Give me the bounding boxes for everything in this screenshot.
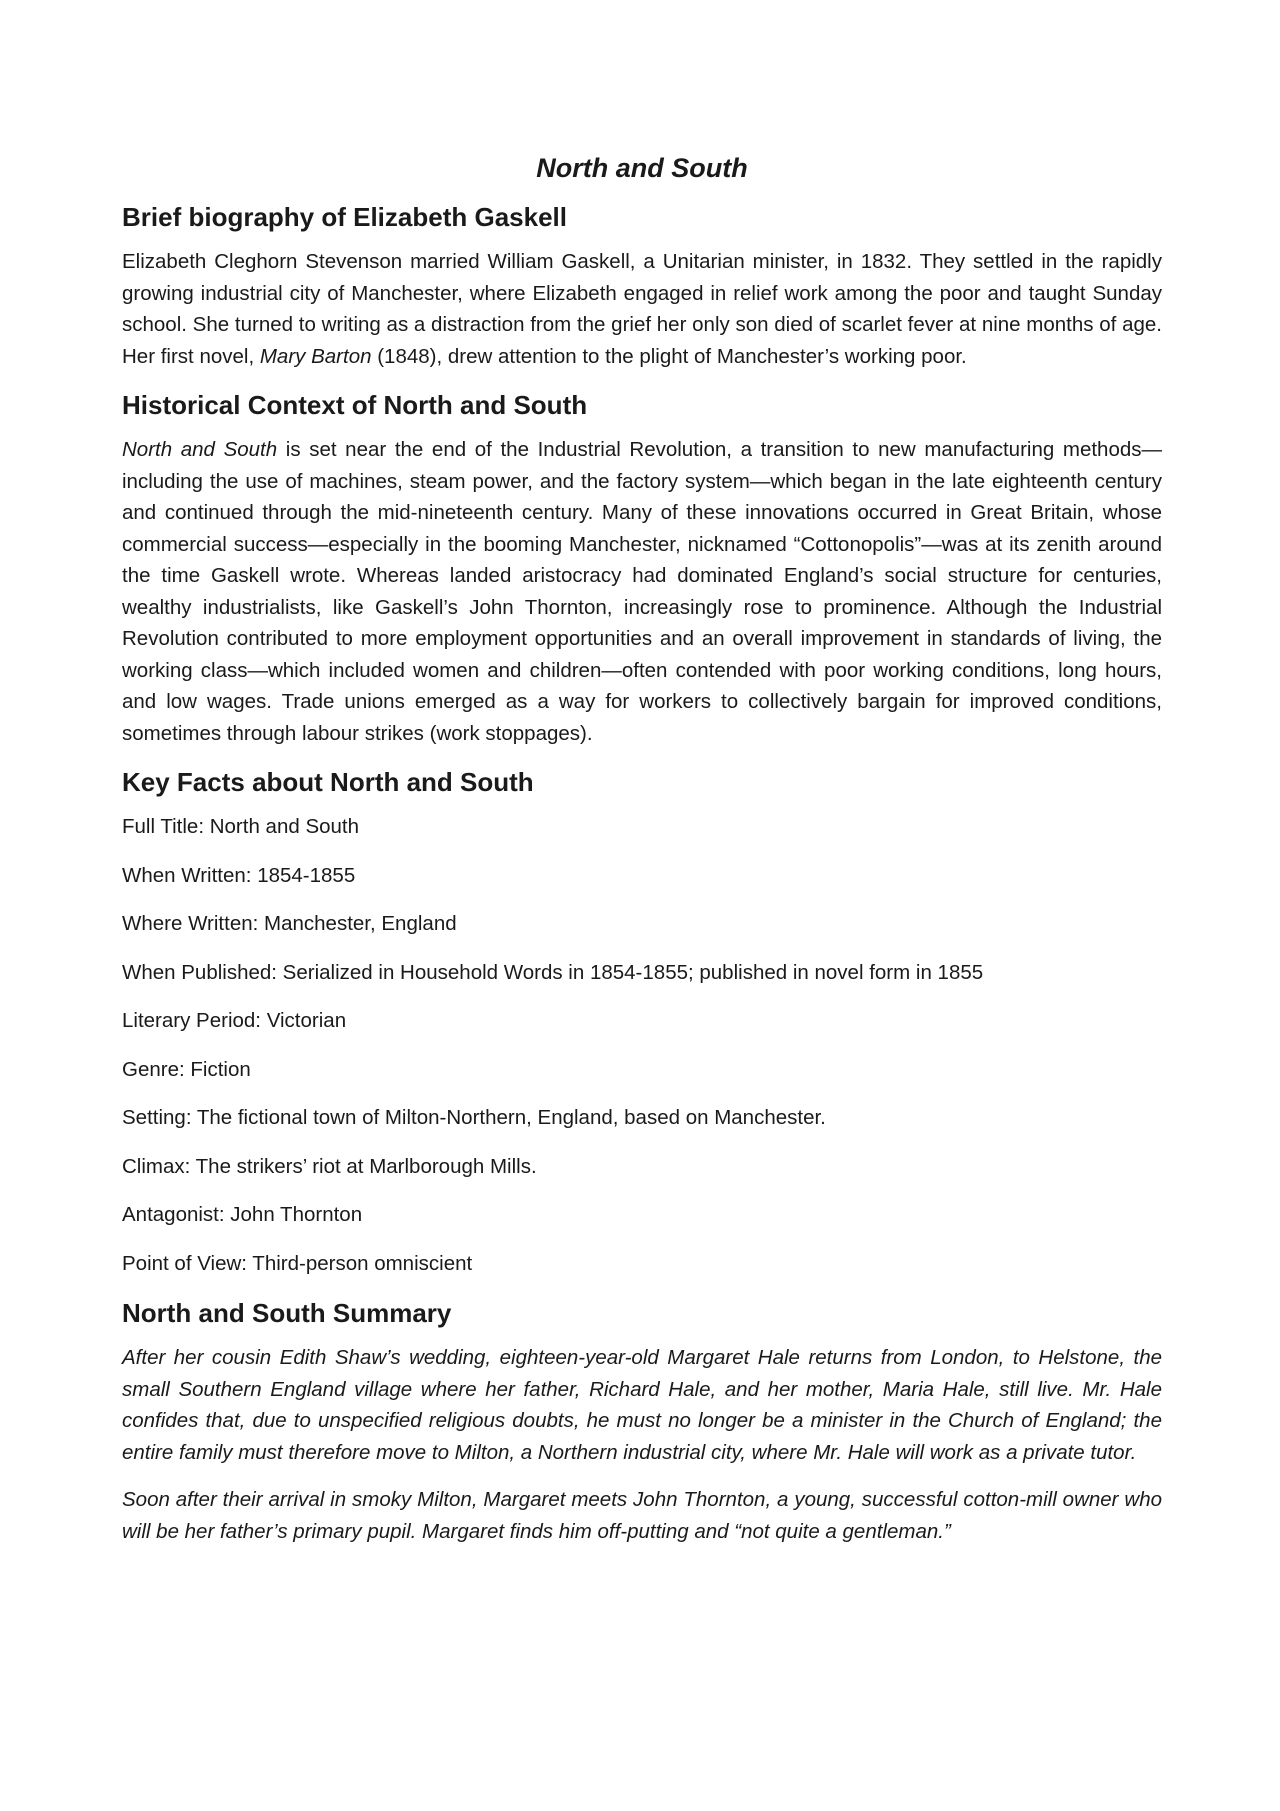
fact-setting: Setting: The fictional town of Milton-Northern, England, based on Manchester. [122,1106,826,1129]
biography-paragraph [122,246,1162,372]
biography-novel-title: Mary Barton [259,344,372,368]
fact-point-of-view: Point of View: Third-person omniscient [122,1251,473,1275]
fact-where-written: Where Written: Manchester, England [122,912,457,935]
fact-antagonist: Antagonist: John Thornton [122,1203,363,1226]
summary-paragraph-1: After her cousin Edith Shaw’s wedding, eighteen-year-old Margaret Hale returns from London, to Helstone, the small Southern England village where her father, Richard Hale, and her mother, Maria Hale, still live. Mr. Hale confides that, due to unspecified religious doubts, he must no longer be a minister in the Church of England; the entire family must therefore move to Milton, a Northern industrial city, where Mr. Hale will work as a private tutor. [122,1346,1162,1464]
context-text: is set near the end of the Industrial Revolution, a transition to new manufacturing methods—including the use of machines, steam power, and the factory system—which began in the late eighteenth century and continued through the mid-nineteenth century. Many of these innovations occurred in Great Britain, whose commercial success—especially in the booming Manchester, nicknamed “Cottonopolis”—was at its zenith around the time Gaskell wrote. Whereas landed aristocracy had dominated England’s social structure for centuries, wealthy industrialists, like Gaskell’s John Thornton, increasingly rose to prominence. Although the Industrial Revolution contributed to more employment opportunities and an overall improvement in standards of living, the working class—which included women and children—often contended with poor working conditions, long hours, and low wages. Trade unions emerged as a way for workers to collectively bargain for improved conditions, sometimes through labour strikes (work stoppages). [122,438,1162,745]
fact-full-title: Full Title: North and South [122,815,360,838]
fact-literary-period: Literary Period: Victorian [122,1009,347,1032]
context-heading: Historical Context of North and South [122,390,588,420]
fact-when-published: When Published: Serialized in Household Words in 1854-1855; published in novel form in 1855 [122,960,984,984]
biography-text-before: Elizabeth Cleghorn Stevenson married William Gaskell, a Unitarian minister, in 1832. They settled in the rapidly growing industrial city of Manchester, where Elizabeth engaged in relief work among the poor and taught Sunday school. She turned to writing as a distraction from the grief her only son died of scarlet fever at nine months of age. Her first novel, [122,250,1162,368]
document-page [122,150,1162,1563]
document-title: North and South [536,153,748,183]
context-paragraph [122,434,1162,749]
summary-paragraph-2: Soon after their arrival in smoky Milton, Margaret meets John Thornton, a young, successful cotton-mill owner who will be her father’s primary pupil. Margaret finds him off-putting and “not quite a gentleman.” [122,1488,1162,1543]
key-facts-list [122,811,1162,1279]
key-facts-heading: Key Facts about North and South [122,767,534,797]
biography-text-after: (1848), drew attention to the plight of Manchester’s working poor. [371,344,967,368]
fact-genre: Genre: Fiction [122,1057,251,1081]
fact-climax: Climax: The strikers’ riot at Marlborough Mills. [122,1154,537,1178]
summary-heading: North and South Summary [122,1298,452,1328]
fact-when-written: When Written: 1854-1855 [122,863,356,887]
biography-heading: Brief biography of Elizabeth Gaskell [122,202,567,232]
context-novel-title: North and South [122,438,278,461]
